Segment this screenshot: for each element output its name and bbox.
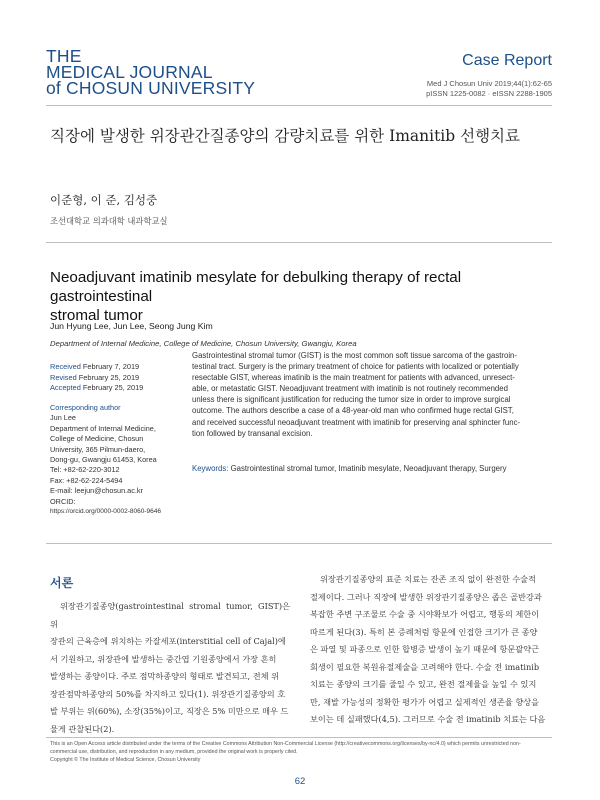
korean-affiliation: 조선대학교 의과대학 내과학교실	[50, 216, 168, 226]
abstract-line: tion followed by transanal excision.	[192, 428, 313, 438]
corr-line: Fax: +82-62-224-5494	[50, 475, 123, 485]
body-line: 따르게 된다(3). 특히 본 증례처럼 항문에 인접한 크기가 큰 종양	[310, 626, 538, 637]
body-line: 회생이 필요한 복원유절제술을 고려해야 한다. 수술 전 imatinib	[310, 661, 540, 672]
received-date	[50, 362, 143, 373]
orcid-link[interactable]: https://orcid.org/0000-0002-8060-9646	[50, 508, 161, 516]
footer-rule	[46, 737, 552, 738]
keywords-text: Gastrointestinal stromal tumor, Imatinib mesylate, Neoadjuvant therapy, Surgery	[230, 464, 507, 473]
keywords-label: Keywords:	[192, 464, 229, 473]
body-line: 복잡한 주변 구조물로 수술 중 시야확보가 어렵고, 행동의 제한이	[310, 609, 540, 619]
body-line: 장관점막하종양의 50%를 차지하고 있다(1). 위장관기질종양의 호	[50, 688, 286, 699]
corr-email[interactable]: E-mail: leejun@chosun.ac.kr	[50, 486, 143, 496]
korean-title: 직장에 발생한 위장관간질종양의 감량치료를 위한 Imanitib 선행치료	[50, 127, 520, 145]
citation	[426, 79, 552, 99]
corr-line: College of Medicine, Chosun	[50, 434, 144, 444]
keywords	[192, 464, 552, 473]
received-label: Received	[50, 362, 81, 371]
corr-line: University, 365 Pilmun-daero,	[50, 444, 146, 454]
english-title-line1: Neoadjuvant imatinib mesylate for debulking therapy of rectal gastrointestinal	[50, 269, 462, 305]
accepted-value: February 25, 2019	[82, 383, 144, 392]
license-line2: commercial use, distribution, and reproduction in any medium, provided the original work is properly cited.	[50, 749, 298, 756]
body-line: 치료는 종양의 크기를 줄일 수 있고, 완전 절제율을 높일 수 있지	[310, 679, 537, 689]
body-line: 발생하는 종양이다. 주로 점막하종양의 형태로 발견되고, 전체 위	[50, 671, 280, 681]
citation-line1: Med J Chosun Univ 2019;44(1):62-65	[426, 79, 552, 88]
article-dates	[50, 362, 143, 394]
abstract-line: outcome. The authors describe a case of a 48-year-old man who confirmed huge rectal GIST,	[192, 406, 514, 416]
abstract-line: Gastrointestinal stromal tumor (GIST) is the most common soft tissue sarcoma of the gastroin-	[192, 351, 517, 360]
english-title-line2: stromal tumor	[50, 307, 143, 324]
abstract-rule	[46, 543, 552, 544]
body-line: 장관의 근육층에 위치하는 카잘세포(interstitial cell of Cajal)에	[50, 636, 286, 646]
corr-line: Jun Lee	[50, 413, 76, 423]
page-number: 62	[294, 776, 306, 787]
copyright-line: Copyright © The Institute of Medical Science, Chosun University	[50, 757, 201, 764]
journal-logo-line1: THE	[46, 46, 82, 66]
license-footer	[50, 740, 560, 765]
korean-authors: 이준형, 이 준, 김성중	[50, 193, 158, 207]
body-line: 보이는 데 실패했다(4,5). 그러므로 수술 전 imatinib 치료는 다음	[310, 714, 546, 724]
section-heading: 서론	[50, 576, 74, 590]
corr-line: ORCID:	[50, 496, 76, 506]
license-line1: This is an Open Access article distributed under the terms of the Creative Commons Attribution Non-Commercial License (http://creativecommons.org/licenses/by-nc/4.0) which permits unrestricted non-	[50, 741, 521, 747]
journal-logo	[46, 48, 255, 96]
body-line: 물게 관찰된다(2).	[50, 723, 115, 734]
corr-line: Department of Internal Medicine,	[50, 423, 156, 433]
section-rule	[46, 242, 552, 243]
body-line: 발 부위는 위(60%), 소장(35%)이고, 직장은 5% 미만으로 매우 드	[50, 706, 289, 716]
accepted-date	[50, 383, 143, 394]
corr-line: Tel: +82-62-220-3012	[50, 465, 120, 475]
abstract-line: resectable GIST, whereas imatinib is the main treatment for patients with advanced, unresect-	[192, 373, 515, 383]
body-line: 절제이다. 그러나 직장에 발생한 위장관기질종양은 좁은 골반강과	[310, 591, 542, 602]
accepted-label: Accepted	[50, 383, 81, 392]
body-line: 만, 재발 가능성의 정확한 평가가 어렵고 실제적인 생존율 향상을	[310, 696, 540, 707]
english-title	[50, 268, 560, 325]
article-type: Case Report	[462, 52, 552, 69]
english-authors: Jun Hyung Lee, Jun Lee, Seong Jung Kim	[50, 321, 213, 331]
english-affiliation: Department of Internal Medicine, College of Medicine, Chosun University, Gwangju, Korea	[50, 339, 357, 348]
corresponding-heading: Corresponding author	[50, 403, 121, 412]
body-line: 위장관기질종양(gastrointestinal stromal tumor, GIST)은 위	[50, 601, 290, 629]
abstract-line: unless there is significant justification for reducing the tumor size in order to improve surgical	[192, 395, 511, 405]
received-value: February 7, 2019	[82, 362, 140, 371]
body-column-1	[50, 598, 290, 738]
abstract-line: and received successful neoadjuvant treatment with imatinib for preserving anal sphincter func-	[192, 417, 521, 427]
abstract	[192, 350, 552, 439]
body-line: 위장관기질종양의 표준 치료는 잔존 조직 없이 완전한 수술적	[320, 574, 536, 584]
journal-logo-line2: MEDICAL JOURNAL	[46, 62, 213, 82]
abstract-line: testinal tract. Surgery is the primary treatment of choice for patients with localized or potentially	[192, 362, 519, 372]
body-line: 서 기원하고, 위장관에 발생하는 중간엽 기원종양에서 가장 흔히	[50, 653, 277, 664]
body-column-2	[310, 571, 550, 729]
journal-logo-line3: of CHOSUN UNIVERSITY	[46, 78, 256, 98]
header-rule	[46, 105, 552, 106]
body-line: 은 파열 및 파종으로 인한 합병증 발생이 높기 때문에 항문괄약근	[310, 644, 540, 654]
revised-value: February 25, 2019	[78, 372, 140, 382]
abstract-line: able, or metastatic GIST. Neoadjuvant treatment with imatinib is not routinely recommended	[192, 384, 508, 394]
revised-label: Revised	[50, 372, 77, 382]
citation-line2: pISSN 1225-0082 · eISSN 2288-1905	[426, 89, 552, 98]
corresponding-author	[50, 403, 180, 517]
corr-line: Dong-gu, Gwangju 61453, Korea	[50, 455, 157, 465]
revised-date	[50, 373, 143, 384]
